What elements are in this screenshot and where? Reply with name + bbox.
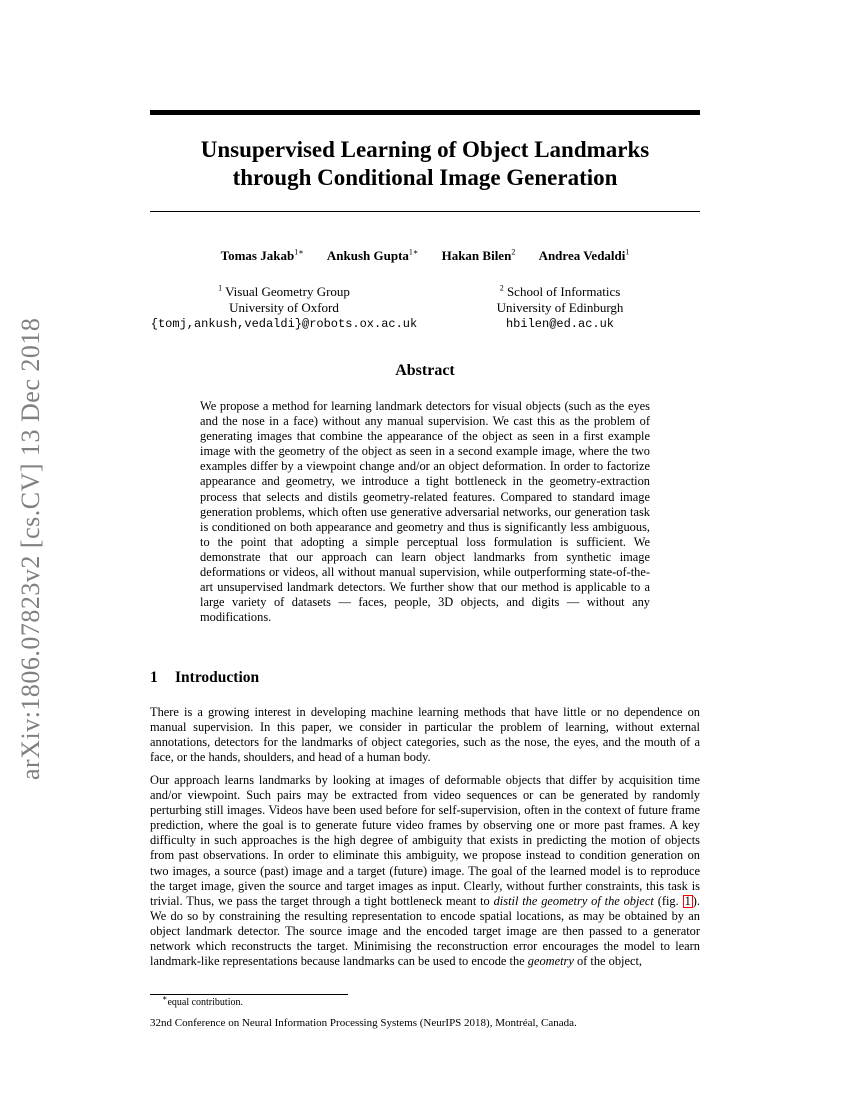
paragraph-text: (fig. xyxy=(653,893,683,908)
section-heading xyxy=(150,669,259,687)
footnote-text: equal contribution. xyxy=(167,997,243,1008)
paragraph-text: of the object, xyxy=(573,954,642,969)
affiliation-1 xyxy=(148,284,420,332)
author-mark: 2 xyxy=(511,247,516,257)
affiliation-mark: 1 xyxy=(218,283,223,293)
footnote-mark: ∗ xyxy=(162,993,168,1003)
author-1 xyxy=(221,248,304,263)
affiliation-2 xyxy=(480,284,640,332)
affiliation-university: University of Edinburgh xyxy=(496,300,624,315)
intro-paragraph-1: There is a growing interest in developing machine learning methods that have little or no dependence on manual supervision. In this paper, we consider in particular the problem of learning, without external annotations, detectors for the landmarks of object categories, such as the nose, the eyes, and the mouth of a face, or the hands, shoulders, and head of a human body. xyxy=(150,705,700,765)
arxiv-stamp: arXiv:1806.07823v2 [cs.CV] 13 Dec 2018 xyxy=(16,317,45,780)
affiliation-line xyxy=(148,284,420,300)
author-name: Hakan Bilen xyxy=(441,248,512,263)
section-number: 1 xyxy=(150,669,158,686)
paragraph-text: ). We do so by constraining the resulting representation to encode spatial locations, as may be obtained by an object landmark detector. The source image and the encoded target image are then passed to a generator network which reconstructs the target. Minimising the reconstruction error encourages the model to learn landmark-like representations because landmarks can be used to encode the xyxy=(150,893,700,969)
author-4 xyxy=(539,248,630,263)
author-2 xyxy=(327,248,418,263)
affiliation-mark: 2 xyxy=(499,283,504,293)
author-name: Tomas Jakab xyxy=(220,248,295,263)
paper-title xyxy=(150,136,700,192)
paragraph-text: Our approach learns landmarks by looking at images of deformable objects that differ by acquisition time and/or viewpoint. Such pairs may be extracted from video sequences or can be generated by randomly perturbing still images. Videos have been used before for self-supervision, often in the context of future frame prediction, where the goal is to generate future video frames by observing one or more past frames. A key difficulty in such approaches is the high degree of ambiguity that exists in predicting the motion of objects from past observations. In order to eliminate this ambiguity, we propose instead to condition generation on two images, a source (past) image and a target (future) image. The goal of the learned model is to reproduce the target image, given the source and target images as input. Clearly, without further constraints, this task is trivial. Thus, we pass the target through a tight bottleneck meant to xyxy=(150,773,700,908)
intro-paragraph-2 xyxy=(150,773,700,969)
abstract-heading: Abstract xyxy=(395,362,455,379)
affiliation-line xyxy=(480,284,640,300)
emphasis-text: distil the geometry of the object xyxy=(493,893,654,908)
author-mark: 1∗ xyxy=(294,247,304,257)
author-mark: 1 xyxy=(625,247,630,257)
affiliation-email[interactable]: hbilen@ed.ac.uk xyxy=(505,317,615,331)
abstract-text: We propose a method for learning landmark detectors for visual objects (such as the eyes and the nose in a face) without any manual supervision. We cast this as the problem of generating images that combine the appearance of the object as seen in a first example image with the geometry of the object as seen in a second example image, where the two examples differ by a viewpoint change and/or an object deformation. In order to factorize appearance and geometry, we introduce a tight bottleneck in the geometry-extraction process that selects and distils geometry-related features. Compared to standard image generation problems, which often use generative adversarial networks, our generation task is conditioned on both appearance and geometry and thus is significantly less ambiguous, to the point that adopting a simple perceptual loss formulation is sufficient. We demonstrate that our approach can learn object landmarks from synthetic image deformations or videos, all without manual supervision, while outperforming state-of-the-art unsupervised landmark detectors. We further show that our method is applicable to a large variety of datasets — faces, people, 3D objects, and digits — without any modifications. xyxy=(200,399,650,625)
emphasis-text: geometry xyxy=(527,954,574,969)
affiliation-email[interactable]: {tomj,ankush,vedaldi}@robots.ox.ac.uk xyxy=(150,317,418,331)
title-bottom-rule xyxy=(150,211,700,212)
figure-ref-link[interactable]: 1 xyxy=(684,893,691,908)
affiliation-group: Visual Geometry Group xyxy=(225,284,350,299)
author-name: Andrea Vedaldi xyxy=(538,248,626,263)
conference-note: 32nd Conference on Neural Information Processing Systems (NeurIPS 2018), Montréal, Canada. xyxy=(150,1017,577,1029)
footnote xyxy=(162,993,243,1008)
title-line-2: through Conditional Image Generation xyxy=(232,165,618,190)
footnote-rule xyxy=(150,994,348,995)
author-name: Ankush Gupta xyxy=(326,248,409,263)
section-title: Introduction xyxy=(175,669,260,686)
author-3 xyxy=(442,248,516,263)
affiliation-university: University of Oxford xyxy=(229,300,339,315)
author-list xyxy=(150,248,700,264)
title-top-rule xyxy=(150,110,700,115)
author-mark: 1∗ xyxy=(408,247,419,257)
title-line-1: Unsupervised Learning of Object Landmarks xyxy=(200,137,650,162)
affiliation-group: School of Informatics xyxy=(506,284,621,299)
